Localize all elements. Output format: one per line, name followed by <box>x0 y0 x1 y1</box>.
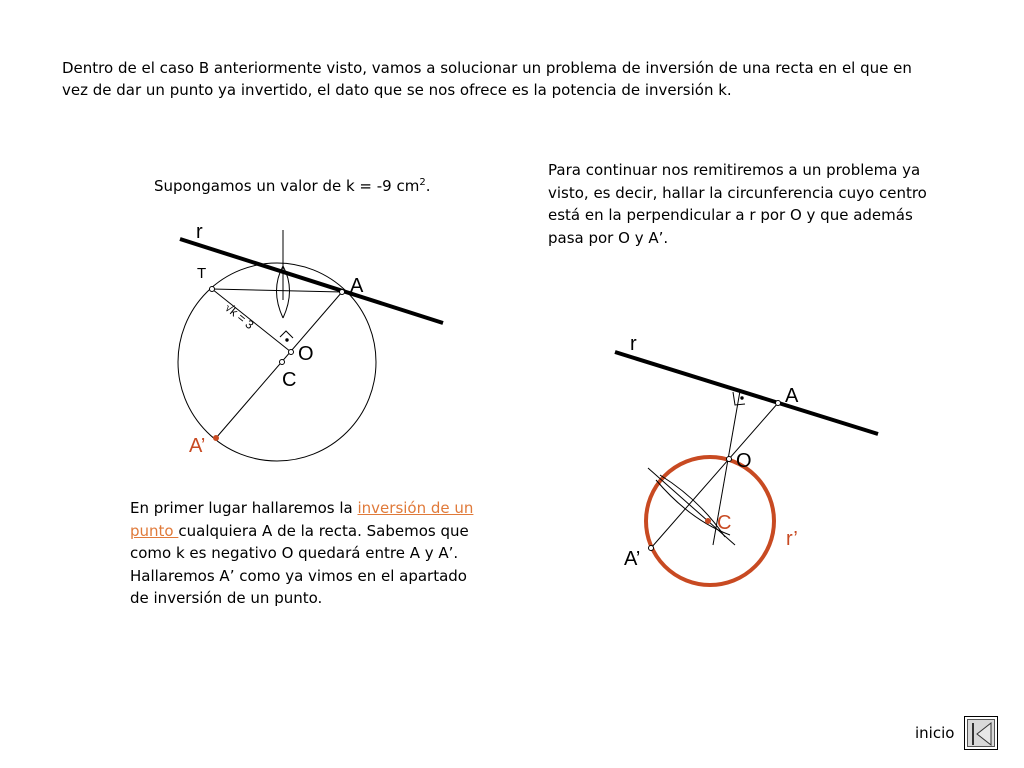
label-a-2: A <box>785 385 799 407</box>
home-icon <box>967 719 995 747</box>
first-step-before: En primer lugar hallaremos la <box>130 499 358 517</box>
right-angle-mark-1 <box>280 331 293 338</box>
label-o-2: O <box>736 450 752 472</box>
label-c-2: C <box>717 512 732 534</box>
continue-paragraph: Para continuar nos remitiremos a un problema ya visto, es decir, hallar la circunferencia cuyo centro está en la perpendicular a r por O y que además pasa por O y A’. <box>548 161 927 247</box>
right-angle-dot-1 <box>286 339 288 341</box>
assumption-prefix: Supongamos un valor de k = -9 cm <box>154 177 420 195</box>
arc-construction-1 <box>277 266 284 318</box>
point-o-1 <box>289 350 294 355</box>
point-c-2 <box>706 519 711 524</box>
point-inversion-link[interactable]: inversión de un punto <box>130 499 474 540</box>
label-a-1: A <box>350 275 364 297</box>
line-r-2 <box>615 352 878 434</box>
first-step-after: cualquiera A de la recta. Sabemos que como k es negativo O quedará entre A y A’. Hallaremos A’ como ya vimos en el apartado de inversión de un punto. <box>130 521 469 607</box>
point-t-1 <box>210 287 215 292</box>
label-aprime-2: A’ <box>624 548 641 570</box>
intro-paragraph: Dentro de el caso B anteriormente visto, vamos a solucionar un problema de inversión de una recta en el que en vez de dar un punto ya invertido, el dato que se nos ofrece es la potencia de inversión k. <box>62 59 912 99</box>
label-r-2: r <box>630 333 637 355</box>
point-aprime-2 <box>649 546 654 551</box>
label-aprime-1: A’ <box>189 435 206 457</box>
point-o-2 <box>727 457 732 462</box>
label-c-1: C <box>282 369 297 391</box>
point-c-1 <box>280 360 285 365</box>
label-t-1: T <box>197 265 207 282</box>
point-aprime-1 <box>214 436 219 441</box>
label-r-prime: r’ <box>786 528 798 550</box>
point-a-2 <box>776 401 781 406</box>
right-angle-dot-2 <box>741 397 743 399</box>
label-sqrt-k: √k = 3 <box>222 300 257 333</box>
label-o-1: O <box>298 343 314 365</box>
inicio-link[interactable]: inicio <box>915 724 955 742</box>
point-a-1 <box>340 290 345 295</box>
home-button[interactable] <box>964 716 998 750</box>
assumption-exponent: 2 <box>419 177 426 188</box>
assumption-suffix: . <box>425 177 431 195</box>
label-r-1: r <box>196 221 203 243</box>
